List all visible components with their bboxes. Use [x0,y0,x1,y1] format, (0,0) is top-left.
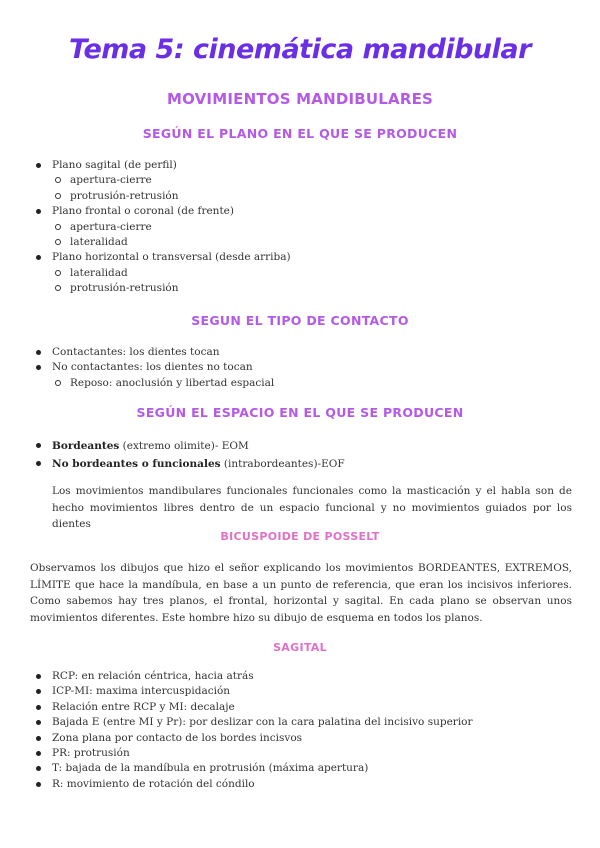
bullet-icon [36,163,41,168]
bullet-icon [36,720,41,725]
list-item: apertura-cierre [0,173,291,188]
bullet-icon [36,751,41,756]
paragraph-posselt: Observamos los dibujos que hizo el señor explicando los movimientos BORDEANTES, EXTREMOS, LÍMITE que hace la mandíbula, en base a un punto de referencia, que eran los incisivos inferiores. Como sabemos hay tres planos, el frontal, horizontal y sagital. En cada plano se observan unos movimientos diferentes. Este hombre hizo su dibujo de esquema en todos los planos. [30,562,572,624]
list-item: apertura-cierre [0,220,291,235]
paragraph-funcionales: Los movimientos mandibulares funcionales funcionales como la masticación y el habla son de hecho movimientos libres dentro de un espacio funcional y no movimientos guiados por los dientes [52,485,572,530]
list-item: Bordeantes (extremo olimite)- EOM [0,437,345,455]
list-item: Relación entre RCP y MI: decalaje [0,700,473,715]
section-heading-sagital: SAGITAL [273,641,327,654]
circle-bullet-icon [55,380,61,386]
bullet-icon [36,782,41,787]
section-heading-posselt: BICUSPOIDE DE POSSELT [220,530,380,543]
bullet-icon [36,365,41,370]
bullet-icon [36,674,41,679]
list-plano [0,158,291,297]
circle-bullet-icon [55,224,61,230]
bullet-icon [36,350,41,355]
circle-bullet-icon [55,270,61,276]
section-heading-plano: SEGÚN EL PLANO EN EL QUE SE PRODUCEN [142,126,458,141]
list-item: lateralidad [0,235,291,250]
bullet-icon [36,736,41,741]
bullet-icon [36,443,41,448]
circle-bullet-icon [55,239,61,245]
bullet-icon [36,766,41,771]
circle-bullet-icon [55,193,61,199]
list-item: Zona plana por contacto de los bordes incisvos [0,731,473,746]
list-espacio [0,437,345,473]
list-item: No contactantes: los dientes no tocan [0,360,274,375]
list-item: R: movimiento de rotación del cóndilo [0,777,473,792]
list-item: Contactantes: los dientes tocan [0,345,274,360]
circle-bullet-icon [55,285,61,291]
list-item: Plano horizontal o transversal (desde arriba) [0,250,291,265]
bullet-icon [36,689,41,694]
list-item: PR: protrusión [0,746,473,761]
section-heading-contacto: SEGUN EL TIPO DE CONTACTO [191,313,409,328]
list-item: RCP: en relación céntrica, hacia atrás [0,669,473,684]
main-heading: MOVIMIENTOS MANDIBULARES [166,90,434,108]
list-item: lateralidad [0,266,291,281]
page-title: Tema 5: cinemática mandibular [69,34,531,65]
list-contacto [0,345,274,391]
list-item: ICP-MI: maxima intercuspidación [0,684,473,699]
list-sagital [0,669,473,792]
list-item: Plano frontal o coronal (de frente) [0,204,291,219]
section-heading-espacio: SEGÚN EL ESPACIO EN EL QUE SE PRODUCEN [136,405,464,420]
bullet-icon [36,255,41,260]
list-item: Plano sagital (de perfil) [0,158,291,173]
list-item: Reposo: anoclusión y libertad espacial [0,376,274,391]
list-item: protrusión-retrusión [0,281,291,296]
bullet-icon [36,705,41,710]
list-item: protrusión-retrusión [0,189,291,204]
bullet-icon [36,461,41,466]
circle-bullet-icon [55,177,61,183]
list-item: Bajada E (entre MI y Pr): por deslizar con la cara palatina del incisivo superior [0,715,473,730]
list-item: T: bajada de la mandíbula en protrusión (máxima apertura) [0,761,473,776]
list-item: No bordeantes o funcionales (intrabordeantes)-EOF [0,455,345,473]
bullet-icon [36,209,41,214]
